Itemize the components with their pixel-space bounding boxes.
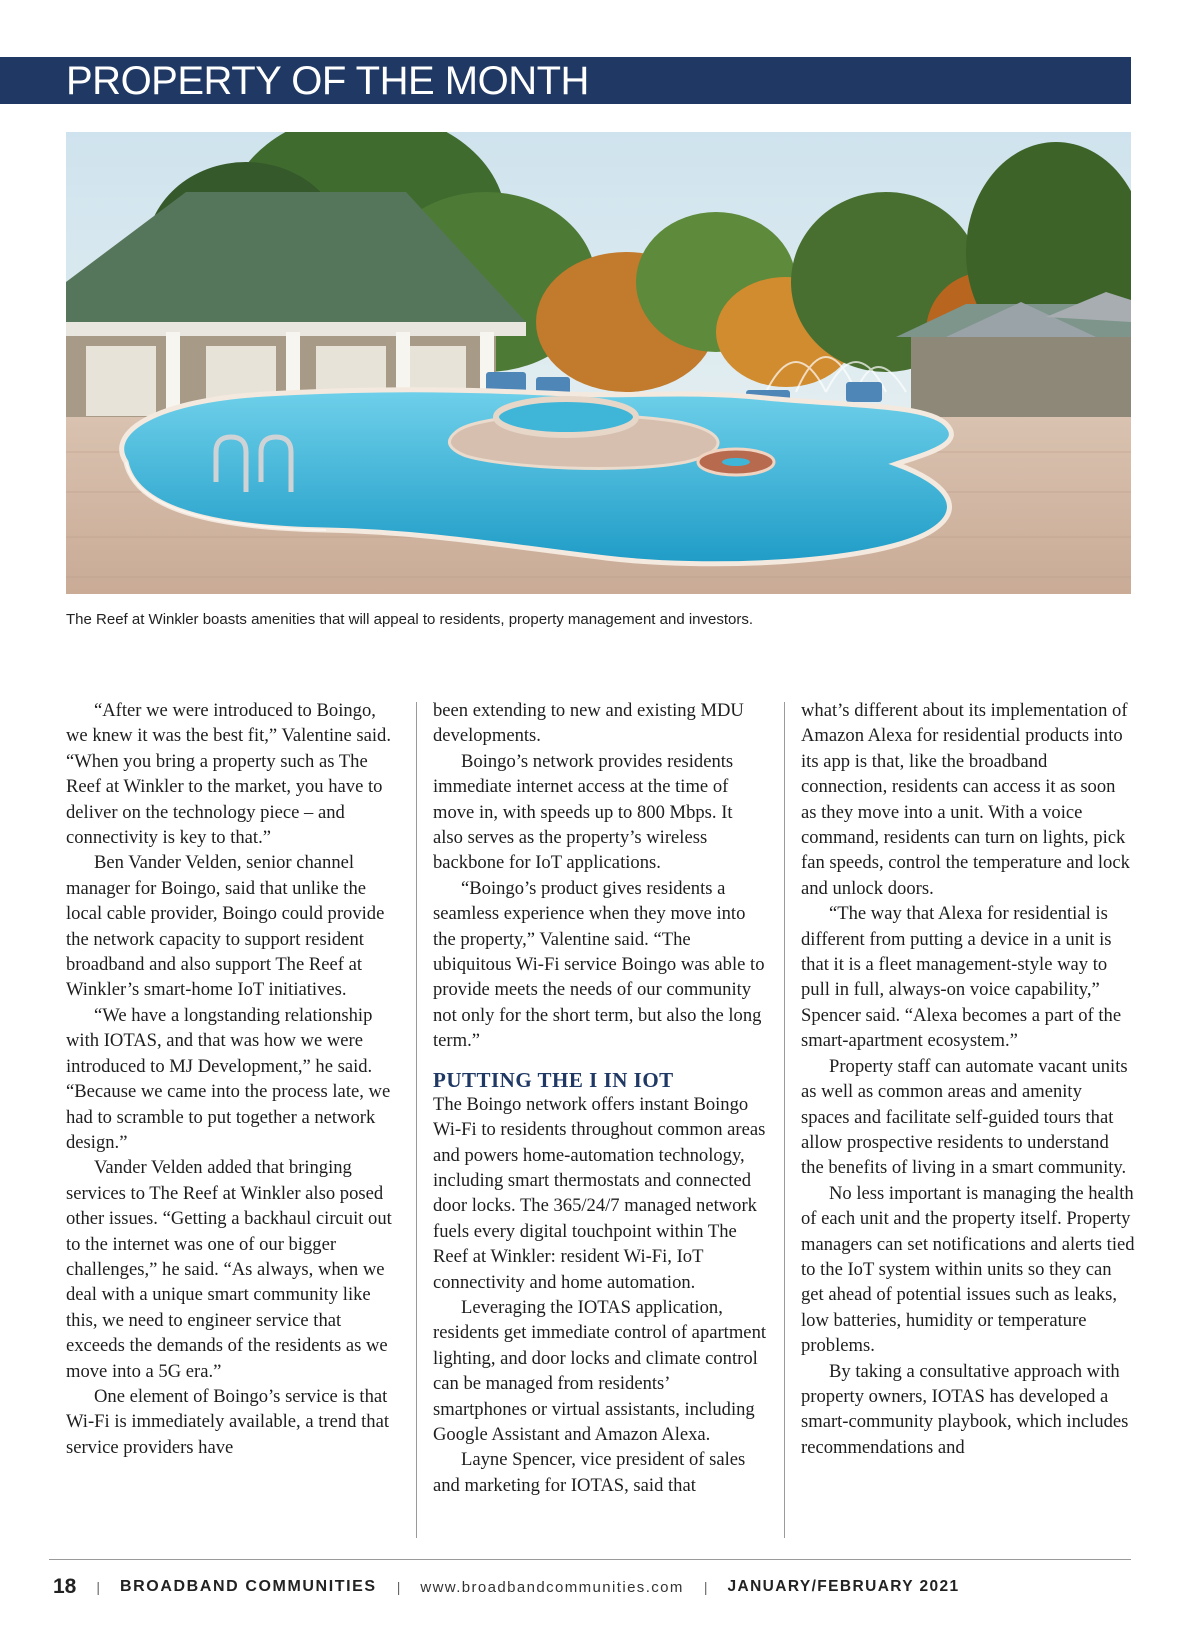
footer-separator: | bbox=[703, 1579, 708, 1595]
article-column-2 bbox=[433, 698, 767, 1498]
page-number: 18 bbox=[53, 1575, 77, 1598]
paragraph: One element of Boingo’s service is that Wi-Fi is immediately available, a trend that service providers have bbox=[66, 1385, 389, 1458]
hero-photo bbox=[66, 132, 1131, 594]
paragraph: been extending to new and existing MDU developments. bbox=[433, 700, 744, 747]
photo-caption: The Reef at Winkler boasts amenities that will appeal to residents, property management and investors. bbox=[66, 611, 754, 628]
paragraph: Vander Velden added that bringing services to The Reef at Winkler also posed other issues. “Getting a backhaul circuit out to the internet was one of our bigger challenges,” he said. “As always, when we deal with a unique smart community like this, we need to engineer service that exceeds the demands of the residents as we move into a 5G era.” bbox=[66, 1157, 392, 1382]
footer-divider bbox=[49, 1559, 1131, 1560]
issue-date: JANUARY/FEBRUARY 2021 bbox=[727, 1578, 960, 1595]
paragraph: Property staff can automate vacant units as well as common areas and amenity spaces and facilitate self-guided tours that allow prospective residents to understand the benefits of living in a smart community. bbox=[801, 1055, 1128, 1179]
paragraph: “We have a longstanding relationship with IOTAS, and that was how we were introduced to MJ Development,” he said. “Because we came into the process late, we had to scramble to put together a network design.” bbox=[66, 1004, 391, 1153]
footer-separator: | bbox=[396, 1579, 401, 1595]
publication-name: BROADBAND COMMUNITIES bbox=[120, 1578, 377, 1595]
section-subhead: PUTTING THE I IN IOT bbox=[433, 1067, 674, 1092]
publication-website: www.broadbandcommunities.com bbox=[420, 1578, 684, 1596]
paragraph: what’s different about its implementation of Amazon Alexa for residential products into its app is that, like the broadband connection, residents can access it as soon as they move into a unit. With a voice command, residents can turn on lights, pick fan speeds, control the temperature and lock and unlock doors. bbox=[801, 700, 1130, 899]
pool-scene-illustration bbox=[66, 132, 1131, 594]
article-column-3 bbox=[801, 698, 1135, 1460]
paragraph: “Boingo’s product gives residents a seamless experience when they move into the property,” Valentine said. “The ubiquitous Wi-Fi service Boingo was able to provide meets the needs of our community not only for the short term, but also the long term.” bbox=[433, 877, 765, 1052]
paragraph: “After we were introduced to Boingo, we knew it was the best fit,” Valentine said. “When you bring a property such as The Reef at Winkler to the market, you have to deliver on the technology piece – and connectivity is key to that.” bbox=[66, 700, 391, 849]
article-column-1 bbox=[66, 698, 400, 1460]
paragraph: Layne Spencer, vice president of sales and marketing for IOTAS, said that bbox=[433, 1449, 746, 1496]
paragraph: No less important is managing the health of each unit and the property itself. Property managers can set notifications and alerts tied to the IoT system within units so they can get ahead of potential issues such as leaks, low batteries, humidity or temperature problems. bbox=[801, 1182, 1135, 1357]
column-divider bbox=[416, 702, 417, 1538]
page-footer bbox=[53, 1572, 1133, 1602]
column-divider bbox=[784, 702, 785, 1538]
paragraph: By taking a consultative approach with property owners, IOTAS has developed a smart-community playbook, which includes recommendations and bbox=[801, 1360, 1129, 1458]
footer-separator: | bbox=[96, 1579, 100, 1595]
section-title: PROPERTY OF THE MONTH bbox=[66, 59, 589, 103]
paragraph: Boingo’s network provides residents immediate internet access at the time of move in, with speeds up to 800 Mbps. It also serves as the property’s wireless backbone for IoT applications. bbox=[433, 750, 734, 874]
paragraph: “The way that Alexa for residential is different from putting a device in a unit is that it is a fleet management-style way to pull in full, always-on voice capability,” Spencer said. “Alexa becomes a part of the smart-apartment ecosystem.” bbox=[801, 903, 1122, 1052]
paragraph: The Boingo network offers instant Boingo Wi-Fi to residents throughout common areas and powers home-automation technology, including smart thermostats and connected door locks. The 365/24/7 managed network fuels every digital touchpoint within The Reef at Winkler: resident Wi-Fi, IoT connectivity and home automation. bbox=[433, 1093, 766, 1293]
paragraph: Ben Vander Velden, senior channel manager for Boingo, said that unlike the local cable provider, Boingo could provide the network capacity to support resident broadband and also support The Reef at Winkler’s smart-home IoT initiatives. bbox=[66, 852, 385, 1001]
paragraph: Leveraging the IOTAS application, residents get immediate control of apartment lighting, and door locks and climate control can be managed from residents’ smartphones or virtual assistants, including Google Assistant and Amazon Alexa. bbox=[433, 1296, 767, 1445]
section-header-bar bbox=[0, 57, 1131, 104]
